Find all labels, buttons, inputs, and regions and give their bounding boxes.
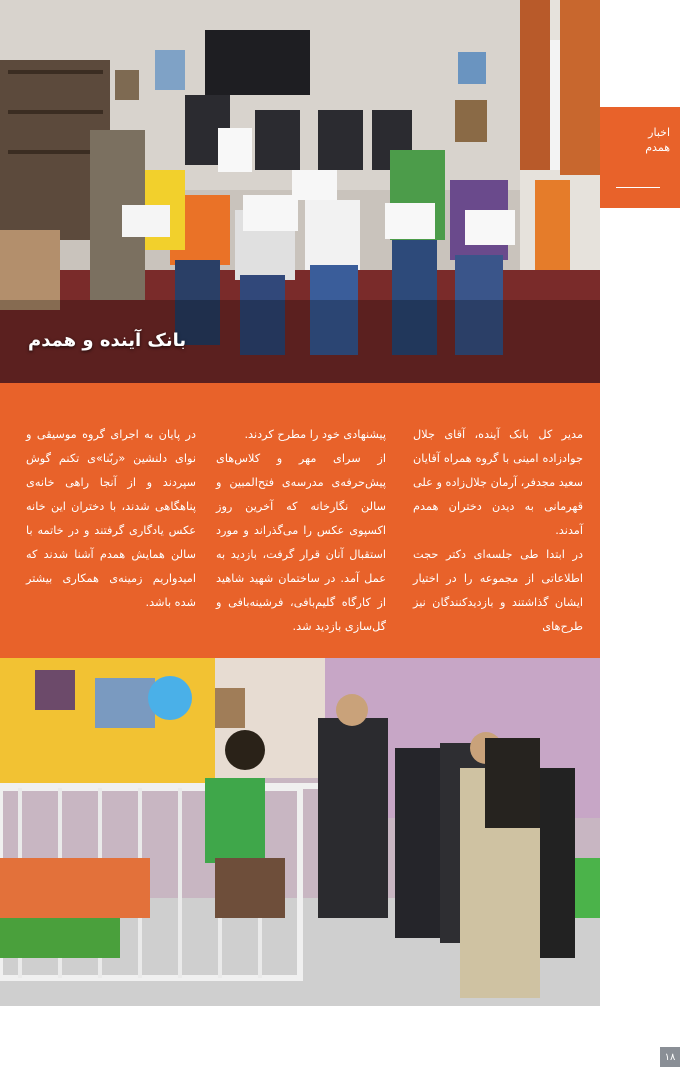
article-column-1 [413, 423, 583, 639]
page-number: ۱۸ [660, 1047, 680, 1067]
section-tag-line2: همدم [645, 141, 670, 154]
article-column-2 [216, 423, 386, 639]
group-photo [0, 0, 600, 383]
photo-caption: بانک آینده و همدم [28, 330, 187, 351]
group-photo-illustration [0, 0, 600, 383]
article-paragraph: پیشنهادی خود را مطرح کردند. [244, 428, 386, 441]
article-paragraph: در ابتدا طی جلسه‌ای دکتر حجت اطلاعاتی از مجموعه را در اختیار ایشان گذاشتند و بازدیدکنندگان نیز طرح‌های [413, 548, 583, 633]
article-column-3 [26, 423, 196, 615]
visit-photo [0, 658, 600, 1006]
section-tag [600, 107, 680, 208]
article-paragraph: در پایان به اجرای گروه موسیقی و نوای دلنشین «ربّنا»ی تکنم گوش سپردند و از آنجا راهی خانه‌ی پناهگاهی شدند، با دختران این خانه عکس یادگاری گرفتند و در خاتمه با سالن همایش همدم آشنا شدند که امیدواریم زمینه‌ی همکاری بیشتر شده باشد. [26, 428, 196, 609]
article-band [0, 383, 600, 658]
section-tag-rule [616, 187, 660, 188]
visit-photo-illustration [0, 658, 600, 1006]
section-tag-line1: اخبار [648, 126, 670, 139]
article-paragraph: مدیر کل بانک آینده، آقای جلال جوادزاده امینی با گروه همراه آقایان سعید مجدفر، آرمان جلال‌زاده و علی قهرمانی به دیدن دختران همدم آمدند. [413, 428, 583, 537]
article-paragraph: از سرای مهر و کلاس‌های پیش‌حرفه‌ی مدرسه‌ی فتح‌المبین و سالن نگارخانه که آخرین روز اکسپوی عکس را می‌گذراند و مورد استقبال آنان قرار گرفت، بازدید به عمل آمد. در ساختمان شهید شاهید از کارگاه گلیم‌بافی، فرشینه‌بافی و گل‌سازی بازدید شد. [216, 452, 386, 633]
